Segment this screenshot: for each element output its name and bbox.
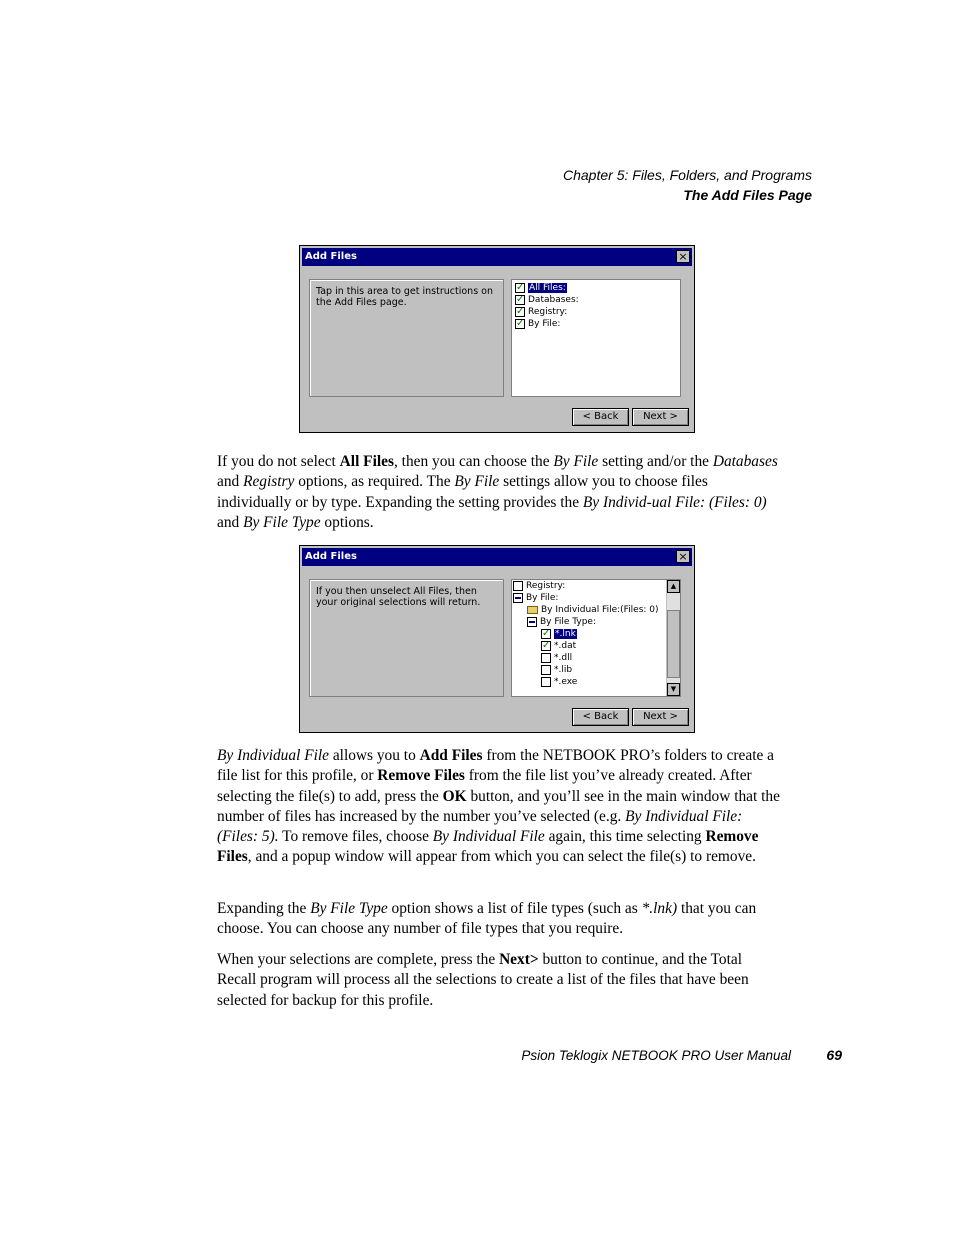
tree-item-registry[interactable]: ✓ Registry:	[516, 305, 568, 317]
checkbox[interactable]	[541, 653, 551, 663]
back-button[interactable]: < Back	[572, 708, 629, 726]
scroll-thumb[interactable]	[667, 610, 680, 678]
instructions-panel[interactable]: If you then unselect All Files, then your original selections will return.	[309, 579, 504, 697]
file-tree[interactable]	[511, 579, 681, 697]
tree-item-lib[interactable]: *.lib	[541, 664, 572, 676]
add-files-dialog-1	[299, 245, 695, 433]
section-header: The Add Files Page	[683, 187, 812, 203]
tree-item-by-individual-file[interactable]: By Individual File:(Files: 0)	[527, 604, 659, 616]
checkbox[interactable]: ✓	[542, 627, 551, 639]
vertical-scrollbar[interactable]	[666, 580, 680, 696]
tree-item-exe[interactable]: *.exe	[541, 676, 577, 688]
checkbox[interactable]: ✓	[516, 293, 525, 305]
dialog-titlebar	[302, 248, 692, 266]
page-number: 69	[826, 1047, 842, 1063]
paragraph-3: Expanding the By File Type option shows a list of file types (such as *.lnk) that you can choose. You can choose any number of file types that you require.	[217, 900, 757, 938]
checkbox[interactable]	[513, 593, 523, 603]
checkbox[interactable]: ✓	[516, 317, 525, 329]
scroll-down-icon[interactable]: ▼	[667, 683, 680, 696]
tree-item-dat[interactable]: ✓ *.dat	[542, 639, 577, 651]
tree-item-by-file-type[interactable]: By File Type:	[527, 616, 596, 628]
checkbox[interactable]	[541, 677, 551, 687]
checkbox[interactable]: ✓	[516, 305, 525, 317]
scroll-up-icon[interactable]: ▲	[667, 580, 680, 593]
back-button[interactable]: < Back	[572, 408, 629, 426]
tree-item-by-file[interactable]: ✓ By File:	[516, 317, 561, 329]
tree-item-lnk[interactable]: ✓ *.lnk	[542, 627, 576, 639]
paragraph-4: When your selections are complete, press the Next> button to continue, and the Total Recall program will process all the selections to create a list of the files that have been selected for backup for this profile.	[217, 951, 749, 1009]
close-button[interactable]: ×	[676, 250, 690, 263]
dialog-title: Add Files	[305, 551, 357, 562]
tree-item-by-file[interactable]: By File:	[513, 592, 558, 604]
chapter-header: Chapter 5: Files, Folders, and Programs	[563, 167, 812, 183]
instructions-panel[interactable]: Tap in this area to get instructions on the Add Files page.	[309, 279, 504, 397]
folder-icon	[527, 606, 538, 614]
tree-item-registry[interactable]: Registry:	[513, 580, 565, 592]
checkbox[interactable]	[527, 617, 537, 627]
next-button[interactable]: Next >	[632, 408, 689, 426]
dialog-titlebar	[302, 548, 692, 566]
file-tree[interactable]	[511, 279, 681, 397]
checkbox[interactable]	[541, 665, 551, 675]
checkbox[interactable]: ✓	[542, 639, 551, 651]
paragraph-2: By Individual File allows you to Add Files from the NETBOOK PRO’s folders to create a file list for this profile, or Remove Files from the file list you’ve already created. After selecting the file(s) to add, press the OK button, and you’ll see in the main window that the number of files has increased by the number you’ve selected (e.g. By Individual File: (Files: 5). To remove files, choose By Individual File again, this time selecting Remove Files, and a popup window will appear from which you can select the file(s) to remove.	[217, 747, 780, 866]
close-button[interactable]: ×	[676, 550, 690, 563]
checkbox[interactable]	[513, 581, 523, 591]
paragraph-1: If you do not select All Files, then you can choose the By File setting and/or the Databases and Registry options, as required. The By File settings allow you to choose files individually or by type. Expanding the setting provides the By Individ-ual File: (Files: 0) and By File Type options.	[217, 453, 778, 531]
next-button[interactable]: Next >	[632, 708, 689, 726]
tree-item-dll[interactable]: *.dll	[541, 652, 572, 664]
tree-item-databases[interactable]: ✓ Databases:	[516, 293, 579, 305]
add-files-dialog-2	[299, 545, 695, 733]
dialog-title: Add Files	[305, 251, 357, 262]
footer-title: Psion Teklogix NETBOOK PRO User Manual	[521, 1048, 791, 1063]
checkbox[interactable]: ✓	[516, 281, 525, 293]
tree-item-all-files[interactable]: ✓ All Files:	[516, 281, 566, 293]
